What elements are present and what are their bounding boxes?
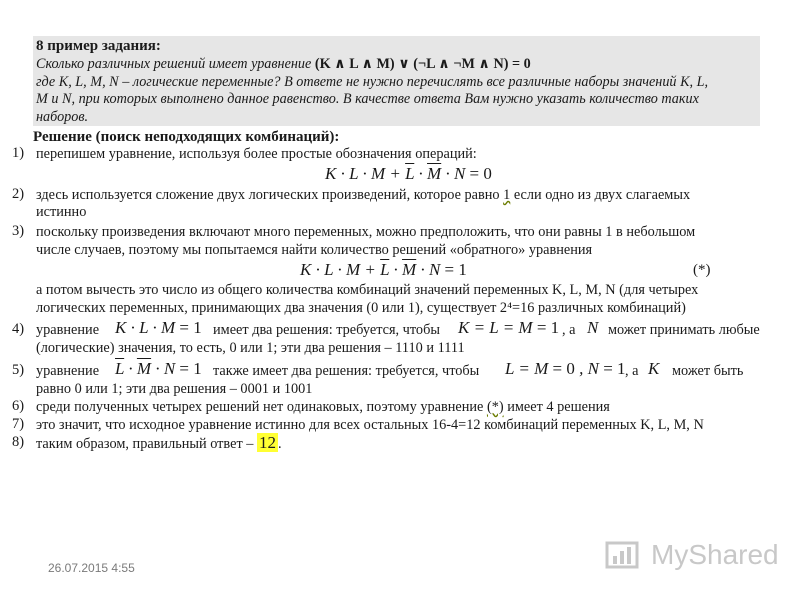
task-line-3: M и N, при которых выполнено данное равенство. В качестве ответа Вам нужно указать количество таких xyxy=(36,91,699,107)
step-4-line-2: (логические) значения, то есть, 0 или 1; эти два решения – 1110 и 1111 xyxy=(36,340,465,356)
step-number-8: 8) xyxy=(12,434,25,450)
equation-inverse: $K \cdot L \cdot M + \overline{L} \cdot \overline{M} \cdot N = 1$ xyxy=(300,260,467,279)
step-number-4: 4) xyxy=(12,321,25,337)
step-number-2: 2) xyxy=(12,186,25,202)
var-n: N xyxy=(587,318,599,337)
bar-chart-logo-icon xyxy=(605,540,645,570)
task-line-1: Сколько различных решений имеет уравнение (K ∧ L ∧ M) ∨ (¬L ∧ ¬M ∧ N) = 0 xyxy=(36,56,531,72)
step-5-text-b: также имеет два решения: требуется, чтобы xyxy=(213,363,480,379)
equation-main: $K \cdot L \cdot M + \overline{L} \cdot \overline{M} \cdot N = 0$ xyxy=(325,164,492,183)
example-title-text: 8 пример задания: xyxy=(36,38,161,54)
equation-klm: K · L · M = 1 xyxy=(115,318,202,337)
step-4-text-c: , а xyxy=(562,322,576,338)
step-3-line-3: а потом вычесть это число из общего количества комбинаций значений переменных K, L, M, N (для четырех xyxy=(36,282,699,298)
step-4-text-d: может принимать любые xyxy=(608,322,760,338)
step-number-3: 3) xyxy=(12,223,25,239)
step-2-line-1: здесь используется сложение двух логических произведений, которое равно 1 если одно из двух слагаемых xyxy=(36,187,691,203)
step-3-line-4: логических переменных, принимающих два значения (0 или 1), существует 2⁴=16 различных комбинаций) xyxy=(36,300,686,316)
step-8-text: таким образом, правильный ответ – 12 . xyxy=(36,433,282,452)
task-formula: (K ∧ L ∧ M) ∨ (¬L ∧ ¬M ∧ N) = 0 xyxy=(314,56,531,72)
step-5-line-1: уравнение xyxy=(36,363,100,379)
task-line-4: наборов. xyxy=(36,108,89,125)
step-7-text: это значит, что исходное уравнение истинно для всех остальных 16-4=12 комбинаций переменных K, L, M, N xyxy=(36,417,704,433)
step-5-text-d: может быть xyxy=(672,363,744,379)
step-number-1: 1) xyxy=(12,145,25,161)
step-3-line-1: поскольку произведения включают много переменных, можно предположить, что они равны 1 в небольшом xyxy=(36,224,696,240)
step-number-7: 7) xyxy=(12,416,25,432)
step-5-line-2: равно 0 или 1; эти два решения – 0001 и 1001 xyxy=(36,381,313,397)
logo-text: MyShared xyxy=(651,539,779,570)
step-3-line-2: числе случаев, поэтому мы попытаемся найти количество решений «обратного» уравнения xyxy=(36,242,593,258)
equation-klm-values: K = L = M = 1 xyxy=(458,318,560,337)
step-6-text: среди полученных четырех решений нет одинаковых, поэтому уравнение (*) имеет 4 решения xyxy=(36,399,610,415)
step-1-text: перепишем уравнение, используя более простые обозначения операций: xyxy=(36,146,477,162)
answer-highlight: 12 xyxy=(259,433,276,452)
step-5-text-c: , а xyxy=(625,363,639,379)
step-4-text-b: имеет два решения: требуется, чтобы xyxy=(213,322,440,338)
step-number-6: 6) xyxy=(12,398,25,414)
step-number-5: 5) xyxy=(12,362,25,378)
solution-title: Решение (поиск неподходящих комбинаций): xyxy=(33,129,340,145)
equation-lm-values: L = M = 0 , N = 1 xyxy=(505,359,626,378)
step-2-line-2: истинно xyxy=(36,204,87,220)
equation-star-label: (*) xyxy=(693,262,711,278)
var-k: K xyxy=(648,359,660,378)
equation-lmn: $\overline{L} \cdot \overline{M} \cdot N = 1$ xyxy=(115,359,202,378)
task-statement xyxy=(33,56,760,126)
step-4-line-1: уравнение xyxy=(36,322,100,338)
slide-date: 26.07.2015 4:55 xyxy=(48,561,135,575)
task-line-2: где K, L, M, N – логические переменные? В ответе не нужно перечислять все различные наборы значений K, L, xyxy=(36,73,709,90)
example-title xyxy=(33,36,760,56)
myshared-logo xyxy=(605,537,779,573)
